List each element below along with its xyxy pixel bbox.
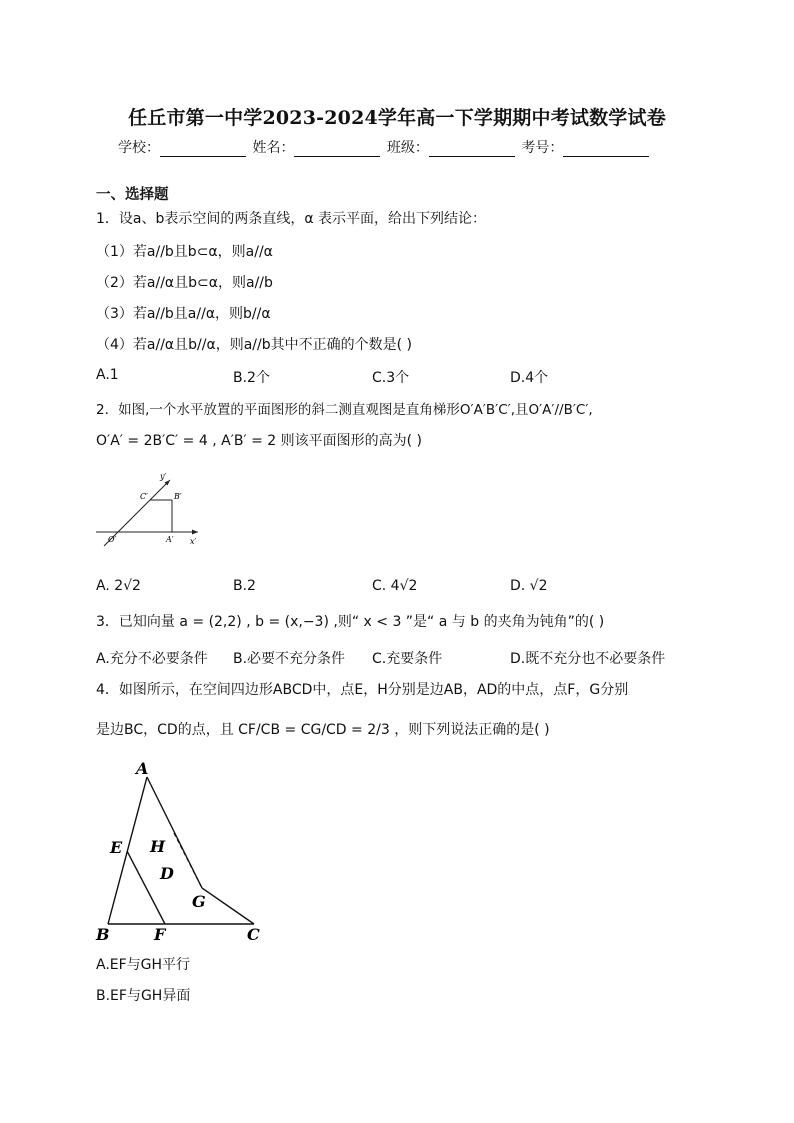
q1-item-2: （2）若a//α且b⊂α，则a//b [96, 275, 273, 291]
info-label-school: 学校： [118, 140, 160, 156]
info-label-number: 考号： [521, 140, 564, 156]
label-c: C′ [140, 492, 148, 501]
q1-option-c: C.3个 [372, 370, 410, 386]
label-a: A [136, 759, 149, 778]
label-d: D [160, 864, 174, 883]
label-o: O′ [108, 535, 117, 544]
q3-stem: 3．已知向量 a = (2,2) , b = (x,−3) ,则“ x < 3 ”是“ a 与 b 的夹角为钝角”的( ) [96, 614, 605, 630]
label-b: B′ [174, 492, 182, 501]
label-y: y′ [160, 472, 167, 481]
label-b: B [96, 925, 110, 944]
number-blank [563, 142, 649, 157]
q2-option-c: C. 4√2 [372, 578, 418, 594]
q1-item-3: （3）若a//b且a//α，则b//α [96, 306, 271, 322]
segment-hg [174, 833, 202, 888]
q4-line-1: 4．如图所示，在空间四边形ABCD中，点E，H分别是边AB，AD的中点，点F，G分别 [96, 682, 629, 698]
student-info-row [118, 137, 651, 157]
label-x: x′ [190, 537, 197, 546]
q4-option-a: A.EF与GH平行 [96, 957, 191, 973]
q3-option-a: A.充分不必要条件 [96, 651, 208, 667]
q1-option-a: A.1 [96, 367, 119, 383]
q4-line-2: 是边BC，CD的点，且 CF/CB = CG/CD = 2/3 ，则下列说法正确的是( ) [96, 722, 550, 738]
q2-line-1: 2．如图,一个水平放置的平面图形的斜二测直观图是直角梯形O′A′B′C′,且O′A′//B′C′, [96, 402, 593, 418]
label-e: E [110, 838, 123, 857]
q4-tetrahedron-figure [92, 756, 272, 946]
q1-item-4: （4）若a//α且b//α，则a//b其中不正确的个数是( ) [96, 337, 412, 353]
q2-option-a: A. 2√2 [96, 578, 141, 594]
q2-option-b: B.2 [233, 578, 256, 594]
edge-dc [202, 888, 254, 924]
segment-ef [127, 851, 165, 924]
name-blank [294, 142, 380, 157]
q1-option-d: D.4个 [510, 370, 549, 386]
q2-trapezoid-figure [92, 468, 212, 552]
label-f: F [154, 925, 166, 944]
x-axis-arrow-icon [192, 530, 198, 535]
page-title: 任丘市第一中学2023-2024学年高一下学期期中考试数学试卷 [128, 107, 666, 129]
q2-option-d: D. √2 [510, 578, 548, 594]
q4-option-b: B.EF与GH异面 [96, 988, 191, 1004]
label-h: H [150, 837, 166, 856]
q3-option-d: D.既不充分也不必要条件 [510, 651, 666, 667]
q1-option-b: B.2个 [233, 370, 270, 386]
class-blank [429, 142, 515, 157]
label-a: A′ [166, 535, 174, 544]
q1-stem: 1．设a、b表示空间的两条直线，α 表示平面，给出下列结论： [96, 211, 487, 227]
school-blank [160, 142, 246, 157]
q3-option-b: B.必要不充分条件 [233, 651, 346, 667]
label-c: C [247, 925, 260, 944]
section-heading: 一、选择题 [96, 187, 169, 203]
info-label-name: 姓名： [252, 140, 295, 156]
q3-option-c: C.充要条件 [372, 651, 443, 667]
label-g: G [192, 892, 206, 911]
info-label-class: 班级： [386, 140, 429, 156]
q2-line-2: O′A′ = 2B′C′ = 4 , A′B′ = 2 则该平面图形的高为( ) [96, 433, 423, 449]
q1-item-1: （1）若a//b且b⊂α，则a//α [96, 244, 273, 260]
